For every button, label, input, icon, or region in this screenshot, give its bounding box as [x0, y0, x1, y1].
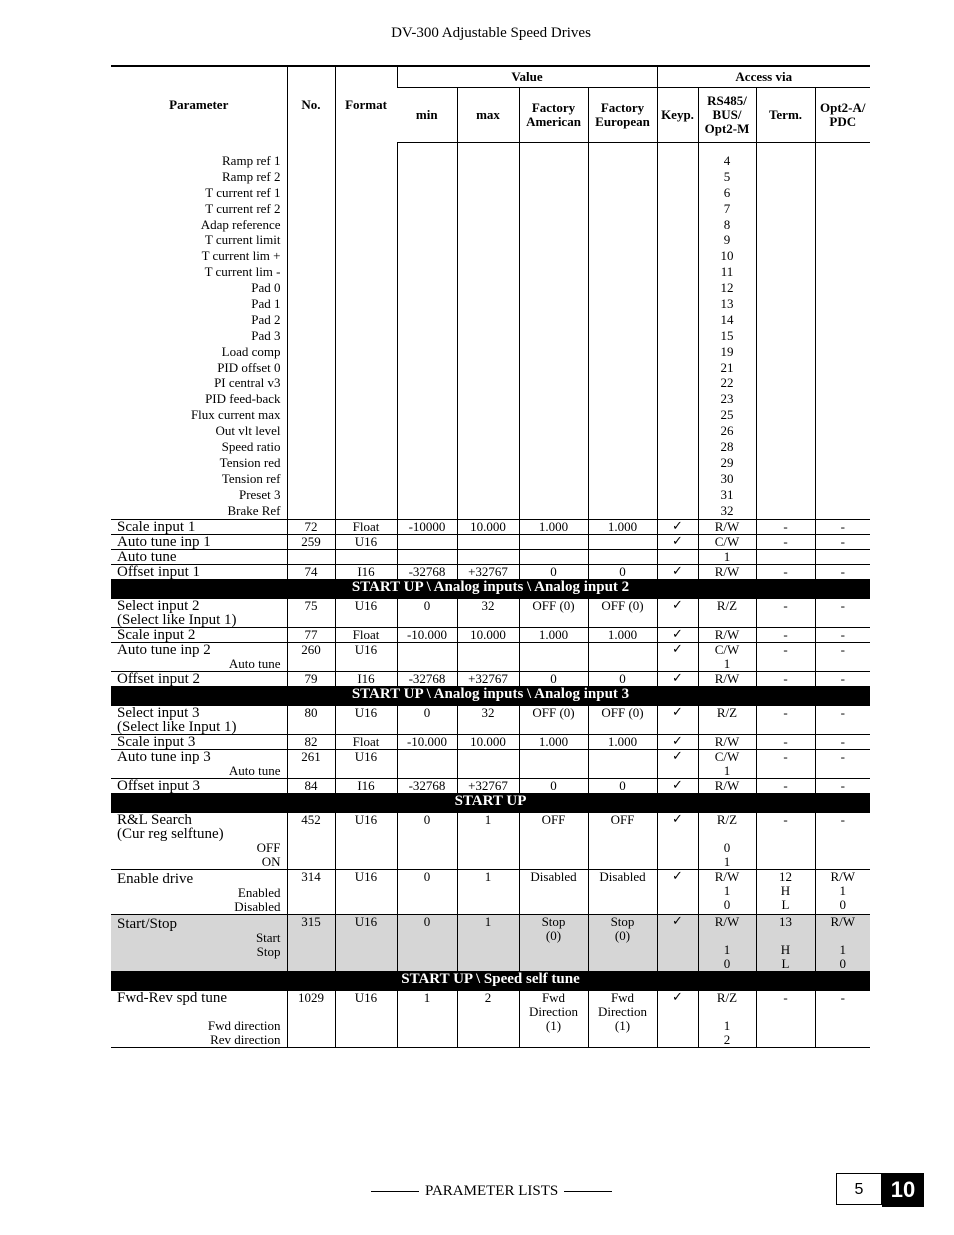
footer-section-label: PARAMETER LISTS [365, 1183, 618, 1200]
check-icon: ✓ [657, 991, 698, 1048]
chapter-number: 10 [882, 1173, 924, 1207]
check-icon: ✓ [657, 643, 698, 672]
ref-list-value: 29 [720, 454, 734, 470]
table-row: Select input 3 (Select like Input 1) 80 U16 0 32 OFF (0) OFF (0) ✓ R/Z - - [111, 706, 870, 735]
col-header-max: max [457, 88, 519, 143]
check-icon: ✓ [657, 870, 698, 915]
check-icon: ✓ [657, 535, 698, 550]
col-header-keyp: Keyp. [657, 88, 698, 143]
table-row: Auto tune inp 2 Auto tune 260 U16 ✓ C/W 1 - - [111, 643, 870, 672]
check-icon: ✓ [657, 813, 698, 870]
check-icon: ✓ [657, 599, 698, 628]
footer-rule [564, 1191, 612, 1192]
ref-list-item: Adap reference [200, 216, 281, 232]
ref-list-item: T current lim - [204, 264, 281, 280]
ref-list-item: T current ref 2 [205, 200, 281, 216]
ref-list-value: 6 [723, 184, 731, 200]
ref-list-value: 4 [723, 153, 731, 168]
table-row: Scale input 1 72 Float -10000 10.000 1.000 1.000 ✓ R/W - - [111, 520, 870, 535]
ref-list-item: Preset 3 [238, 486, 281, 502]
table-row: Auto tune inp 3 Auto tune 261 U16 ✓ C/W 1 - - [111, 750, 870, 779]
ref-list-value: 14 [720, 311, 734, 327]
ref-list-item: Flux current max [190, 407, 281, 423]
ref-list-item: PI central v3 [214, 375, 281, 391]
check-icon: ✓ [657, 520, 698, 535]
ref-list-names [111, 154, 287, 520]
ref-list-item: Tension ref [221, 470, 281, 486]
ref-list-value: 12 [720, 280, 734, 296]
table-row: Enable drive Enabled Disabled 314 U16 0 1 Disabled Disabled ✓ R/W 1 0 12 H L R/W 1 0 [111, 870, 870, 915]
page-number: 5 [836, 1173, 882, 1205]
ref-list-value: 15 [720, 327, 734, 343]
check-icon: ✓ [657, 672, 698, 687]
ref-list-item: PID feed-back [205, 391, 281, 407]
check-icon: ✓ [657, 779, 698, 794]
ref-list-item: Pad 3 [251, 327, 281, 343]
table-row: Offset input 1 74 I16 -32768 +32767 0 0 ✓ R/W - - [111, 565, 870, 580]
check-icon: ✓ [657, 706, 698, 735]
col-header-rs485: RS485/ BUS/ Opt2-M [698, 88, 756, 143]
ref-list-item: Pad 0 [251, 280, 281, 296]
col-header-opt2a: Opt2-A/ PDC [815, 88, 870, 143]
ref-list-value: 13 [720, 296, 734, 312]
ref-list-values [698, 154, 756, 520]
table-row: Auto tune inp 1 259 U16 ✓ C/W - - [111, 535, 870, 550]
table-row: Scale input 2 77 Float -10.000 10.000 1.000 1.000 ✓ R/W - - [111, 628, 870, 643]
page-header-title: DV-300 Adjustable Speed Drives [391, 25, 591, 41]
ref-list-value: 30 [720, 470, 734, 486]
footer-rule [371, 1191, 419, 1192]
table-row: Offset input 2 79 I16 -32768 +32767 0 0 ✓ R/W - - [111, 672, 870, 687]
ref-list-item: T current lim + [201, 248, 281, 264]
ref-list-item: Pad 2 [251, 311, 281, 327]
ref-list-value: 23 [720, 391, 734, 407]
section-heading: START UP \ Analog inputs \ Analog input 2 [111, 580, 870, 600]
check-icon: ✓ [657, 628, 698, 643]
col-header-no: No. [287, 66, 335, 143]
col-header-value: Value [397, 66, 657, 88]
ref-list-value: 9 [723, 232, 731, 248]
table-row: Offset input 3 84 I16 -32768 +32767 0 0 ✓ R/W - - [111, 779, 870, 794]
ref-list-item: Tension red [219, 454, 281, 470]
ref-list-value: 31 [720, 486, 734, 502]
ref-list-item: Brake Ref [227, 502, 281, 518]
ref-list-item: Speed ratio [221, 439, 281, 455]
col-header-format: Format [335, 66, 397, 143]
ref-list-value: 26 [720, 423, 734, 439]
ref-list-value: 5 [723, 168, 731, 184]
col-header-factory-american: Factory American [519, 88, 588, 143]
ref-list-item: Ramp ref 2 [222, 168, 281, 184]
ref-list-item: PID offset 0 [217, 359, 281, 375]
table-row: Scale input 3 82 Float -10.000 10.000 1.000 1.000 ✓ R/W - - [111, 735, 870, 750]
section-heading: START UP \ Speed self tune [111, 972, 870, 992]
ref-list-item: Load comp [221, 343, 281, 359]
ref-list-value: 10 [720, 248, 734, 264]
ref-list-value: 19 [720, 343, 734, 359]
section-heading: START UP [111, 794, 870, 814]
table-row: Select input 2 (Select like Input 1) 75 U16 0 32 OFF (0) OFF (0) ✓ R/Z - - [111, 599, 870, 628]
check-icon: ✓ [657, 565, 698, 580]
table-row: Start/Stop Start Stop 315 U16 0 1 Stop (0) Stop (0) ✓ R/W 1 0 13 H L R/W 1 0 [111, 915, 870, 972]
ref-list-item: T current limit [204, 232, 281, 248]
ref-list-value: 25 [720, 407, 734, 423]
ref-list-item: Pad 1 [251, 296, 281, 312]
ref-list-value: 8 [723, 216, 731, 232]
check-icon: ✓ [657, 735, 698, 750]
col-header-access: Access via [657, 66, 870, 88]
ref-list-value: 11 [720, 264, 734, 280]
check-icon: ✓ [657, 915, 698, 972]
col-header-term: Term. [756, 88, 815, 143]
table-row: Auto tune 1 [111, 550, 870, 565]
ref-list-value: 21 [720, 359, 734, 375]
col-header-parameter: Parameter [169, 96, 229, 112]
ref-list-value: 28 [720, 439, 734, 455]
ref-list-value: 22 [720, 375, 734, 391]
check-icon: ✓ [657, 750, 698, 779]
ref-list-value: 7 [723, 200, 731, 216]
parameter-table [111, 65, 870, 1048]
ref-list-value: 32 [720, 502, 734, 518]
col-header-factory-european: Factory European [588, 88, 657, 143]
col-header-min: min [397, 88, 457, 143]
ref-list-item: Out vlt level [215, 423, 281, 439]
ref-list-item: Ramp ref 1 [222, 153, 281, 168]
table-row: R&L Search (Cur reg selftune) OFF ON 452 U16 0 1 OFF OFF ✓ R/Z 0 1 - - [111, 813, 870, 870]
ref-list-item: T current ref 1 [205, 184, 281, 200]
table-row: Fwd-Rev spd tune Fwd direction Rev direction 1029 U16 1 2 Fwd Direction (1) Fwd Direction (1) ✓ R/Z 1 2 - - [111, 991, 870, 1048]
section-heading: START UP \ Analog inputs \ Analog input 3 [111, 687, 870, 707]
